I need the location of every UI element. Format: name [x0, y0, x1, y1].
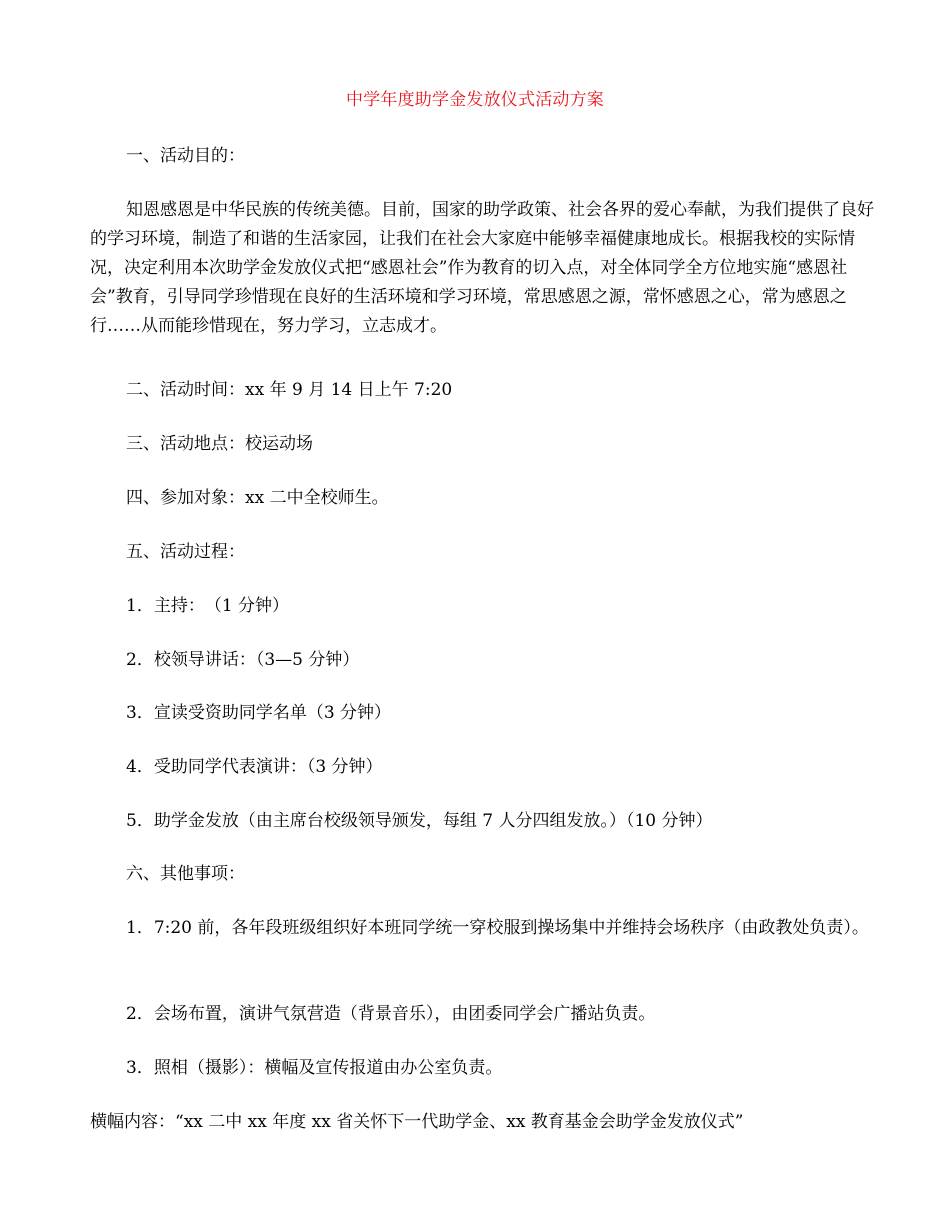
section-purpose-heading: 一、活动目的：	[126, 146, 245, 166]
section-participants: 四、参加对象：xx 二中全校师生。	[126, 488, 389, 508]
section-other-heading: 六、其他事项：	[126, 864, 245, 884]
section-location: 三、活动地点：校运动场	[126, 434, 313, 454]
other-item: 1．7:20 前，各年段班级组织好本班同学统一穿校服到操场集中并维持会场秩序（由政教处负责）。	[126, 918, 869, 938]
section-process-heading: 五、活动过程：	[126, 542, 245, 562]
section-time: 二、活动时间：xx 年 9 月 14 日上午 7:20	[126, 380, 453, 400]
process-item: 1．主持： （1 分钟）	[126, 596, 290, 616]
process-item: 3．宣读受资助同学名单（3 分钟）	[126, 703, 392, 723]
banner-text: 横幅内容：“xx 二中 xx 年度 xx 省关怀下一代助学金、xx 教育基金会助学金发放仪式”	[90, 1112, 744, 1132]
document-title: 中学年度助学金发放仪式活动方案	[346, 90, 604, 110]
process-item: 4．受助同学代表演讲：（3 分钟）	[126, 757, 383, 777]
purpose-paragraph: 知恩感恩是中华民族的传统美德。目前，国家的助学政策、社会各界的爱心奉献，为我们提供了良好的学习环境，制造了和谐的生活家园，让我们在社会大家庭中能够幸福健康地成长。根据我校的实际情况，决定利用本次助学金发放仪式把“感恩社会”作为教育的切入点，对全体同学全方位地实施“感恩社会”教育，引导同学珍惜现在良好的生活环境和学习环境，常思感恩之源，常怀感恩之心，常为感恩之行……从而能珍惜现在，努力学习，立志成才。	[90, 200, 874, 336]
other-item: 2．会场布置，演讲气氛营造（背景音乐），由团委同学会广播站负责。	[126, 1004, 656, 1024]
process-item: 5．助学金发放（由主席台校级领导颁发，每组 7 人分四组发放。）（10 分钟）	[126, 811, 713, 831]
other-item: 3．照相（摄影）：横幅及宣传报道由办公室负责。	[126, 1058, 503, 1078]
process-item: 2．校领导讲话：（3—5 分钟）	[126, 650, 360, 670]
